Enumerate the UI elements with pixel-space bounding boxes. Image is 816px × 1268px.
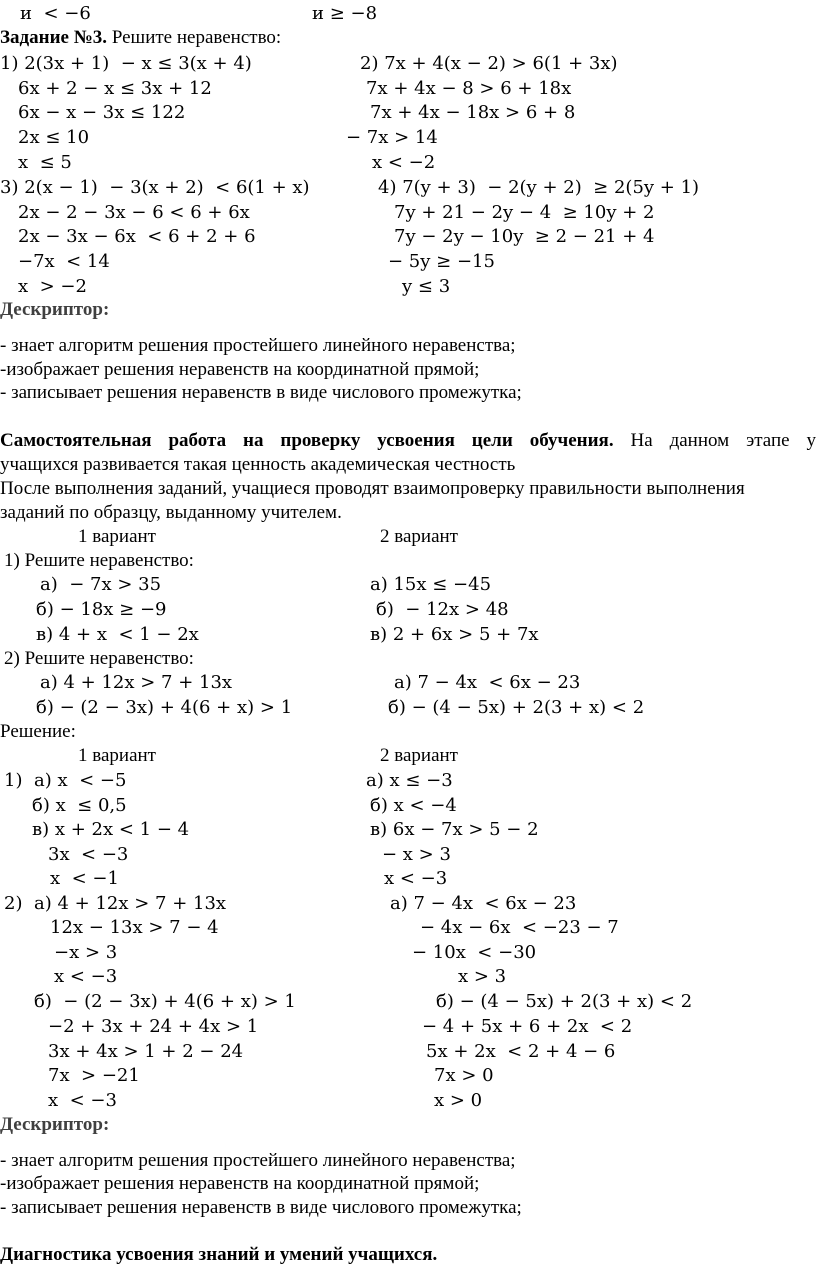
- selfwork-intro-line2: учащихся развивается такая ценность академическая честность: [0, 454, 516, 475]
- s1-v1-line: б) x ≤ 0,5: [32, 795, 127, 816]
- s2-v1-line: 7x > −21: [48, 1065, 140, 1086]
- task3-p3-line: x > −2: [18, 276, 87, 297]
- s2-v2-line: − 4 + 5x + 6 + 2x < 2: [422, 1016, 633, 1037]
- s2-v2-line: 5x + 2x < 2 + 4 − 6: [426, 1041, 616, 1062]
- q1-v1-item: в) 4 + x < 1 − 2x: [36, 624, 199, 645]
- question1: 1) Решите неравенство:: [4, 550, 194, 571]
- q2-v2-item: б) − (4 − 5x) + 2(3 + x) < 2: [388, 697, 645, 718]
- s2-v2-line: − 4x − 6x < −23 − 7: [420, 917, 619, 938]
- task3-p4-line: y ≤ 3: [402, 276, 451, 297]
- descriptor-title: Дескриптор:: [0, 299, 110, 320]
- s2-v1-line: −2 + 3x + 24 + 4x > 1: [48, 1016, 259, 1037]
- carry-right: и ≥ −8: [312, 3, 378, 24]
- s1-v2-line: в) 6x − 7x > 5 − 2: [370, 819, 539, 840]
- descriptor-item: - записывает решения неравенств в виде числового промежутка;: [0, 1197, 522, 1218]
- s2-v2-line: x > 3: [458, 966, 507, 987]
- descriptor-item: -изображает решения неравенств на координатной прямой;: [0, 1173, 480, 1194]
- s2-v1-line: а) 4 + 12x > 7 + 13x: [34, 893, 227, 914]
- carry-left: и < −6: [20, 3, 91, 24]
- s1-v2-line: а) x ≤ −3: [366, 770, 453, 791]
- s1-v2-line: − x > 3: [382, 844, 451, 865]
- task3-heading-text: Решите неравенство:: [107, 27, 282, 48]
- s2-v2-line: 7x > 0: [434, 1065, 494, 1086]
- s2-v1-line: б) − (2 − 3x) + 4(6 + x) > 1: [34, 991, 296, 1012]
- descriptor-item: - знает алгоритм решения простейшего линейного неравенства;: [0, 1150, 516, 1171]
- q1-v2-item: а) 15x ≤ −45: [370, 574, 492, 595]
- task3-p1-line: 2x ≤ 10: [18, 127, 90, 148]
- task3-p2-line: x < −2: [372, 152, 436, 173]
- descriptor-item: -изображает решения неравенств на координатной прямой;: [0, 359, 480, 380]
- solution-variant1: 1 вариант: [78, 745, 156, 766]
- task3-p4-line: 4) 7(y + 3) − 2(y + 2) ≥ 2(5y + 1): [378, 177, 700, 198]
- task3-p3-line: −7x < 14: [18, 251, 110, 272]
- variant2-label: 2 вариант: [380, 526, 458, 547]
- s1-v1-line: x < −1: [50, 868, 119, 889]
- descriptor-title: Дескриптор:: [0, 1114, 110, 1135]
- s1-v2-line: x < −3: [384, 868, 448, 889]
- question2: 2) Решите неравенство:: [4, 648, 194, 669]
- q2-v1-item: б) − (2 − 3x) + 4(6 + x) > 1: [36, 697, 293, 718]
- task3-p1-line: 1) 2(3x + 1) − x ≤ 3(x + 4): [0, 53, 252, 74]
- q1-v1-item: б) − 18x ≥ −9: [36, 599, 167, 620]
- task3-p2-line: 7x + 4x − 8 > 6 + 18x: [366, 78, 572, 99]
- selfwork-title: Самостоятельная работа на проверку усвоения цели обучения.: [0, 430, 614, 451]
- task3-p4-line: − 5y ≥ −15: [388, 251, 495, 272]
- solution-title: Решение:: [0, 721, 76, 742]
- task3-heading-label: Задание №3.: [0, 27, 108, 48]
- s2-v2-line: − 10x < −30: [412, 942, 537, 963]
- task3-p3-line: 2x − 3x − 6x < 6 + 2 + 6: [18, 226, 256, 247]
- selfwork-intro: На данном этапе у: [613, 430, 816, 451]
- s2-v2-line: x > 0: [434, 1090, 483, 1111]
- q2-v1-item: а) 4 + 12x > 7 + 13x: [40, 672, 233, 693]
- task3-p2-line: 7x + 4x − 18x > 6 + 8: [370, 102, 576, 123]
- task3-p4-line: 7y + 21 − 2y − 4 ≥ 10y + 2: [394, 202, 655, 223]
- task3-p2-line: − 7x > 14: [346, 127, 438, 148]
- task3-p2-line: 2) 7x + 4(x − 2) > 6(1 + 3x): [360, 53, 618, 74]
- s1-v1-line: а) x < −5: [34, 770, 127, 791]
- task3-heading: [0, 26, 281, 50]
- q1-v2-item: б) − 12x > 48: [376, 599, 509, 620]
- s1-v2-line: б) x < −4: [370, 795, 457, 816]
- descriptor-item: - знает алгоритм решения простейшего линейного неравенства;: [0, 335, 516, 356]
- task3-p1-line: 6x + 2 − x ≤ 3x + 12: [18, 78, 212, 99]
- task3-p3-line: 2x − 2 − 3x − 6 < 6 + 6x: [18, 202, 250, 223]
- s2-v1-line: 3x + 4x > 1 + 2 − 24: [48, 1041, 244, 1062]
- selfwork-text-line1: После выполнения заданий, учащиеся проводят взаимопроверку правильности выполнения: [0, 478, 745, 499]
- s2-v2-line: а) 7 − 4x < 6x − 23: [390, 893, 577, 914]
- variant1-label: 1 вариант: [78, 526, 156, 547]
- s2-v1-line: x < −3: [54, 966, 118, 987]
- q1-v1-item: а) − 7x > 35: [40, 574, 162, 595]
- solution-variant2: 2 вариант: [380, 745, 458, 766]
- solution-number: 1): [4, 770, 23, 791]
- q2-v2-item: а) 7 − 4x < 6x − 23: [394, 672, 581, 693]
- solution-number: 2): [4, 893, 23, 914]
- s2-v1-line: 12x − 13x > 7 − 4: [50, 917, 219, 938]
- diagnostics-title: Диагностика усвоения знаний и умений учащихся.: [0, 1244, 438, 1265]
- task3-p3-line: 3) 2(x − 1) − 3(x + 2) < 6(1 + x): [0, 177, 310, 198]
- descriptor-item: - записывает решения неравенств в виде числового промежутка;: [0, 382, 522, 403]
- s2-v1-line: x < −3: [48, 1090, 117, 1111]
- task3-p1-line: 6x − x − 3x ≤ 122: [18, 102, 186, 123]
- selfwork-text-line2: заданий по образцу, выданному учителем.: [0, 502, 342, 523]
- s2-v2-line: б) − (4 − 5x) + 2(3 + x) < 2: [436, 991, 693, 1012]
- s1-v1-line: в) x + 2x < 1 − 4: [32, 819, 190, 840]
- selfwork-intro-line1: [0, 429, 816, 453]
- s1-v1-line: 3x < −3: [48, 844, 129, 865]
- s2-v1-line: −x > 3: [54, 942, 118, 963]
- q1-v2-item: в) 2 + 6x > 5 + 7x: [370, 624, 539, 645]
- task3-p4-line: 7y − 2y − 10y ≥ 2 − 21 + 4: [394, 226, 655, 247]
- task3-p1-line: x ≤ 5: [18, 152, 72, 173]
